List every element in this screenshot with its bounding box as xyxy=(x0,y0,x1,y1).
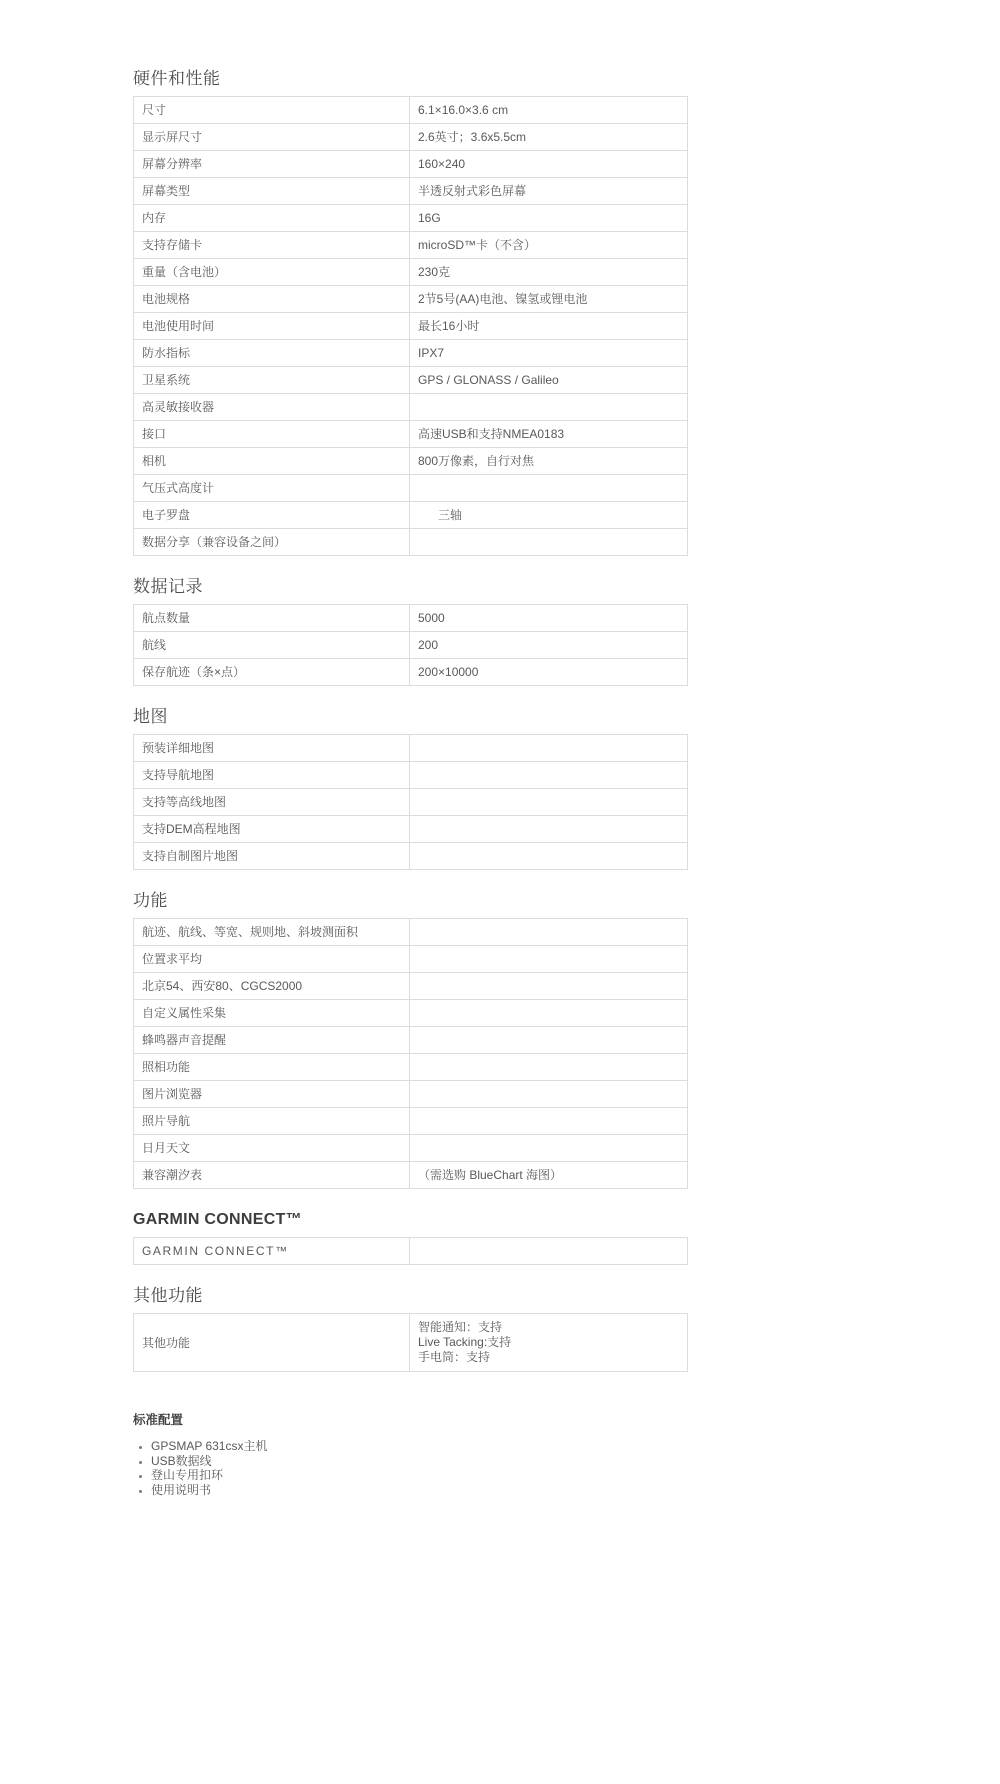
spec-table-hardware xyxy=(133,96,688,556)
spec-label: 显示屏尺寸 xyxy=(134,124,410,151)
spec-label: 兼容潮汐表 xyxy=(134,1162,410,1189)
spec-value: 5000 xyxy=(410,605,688,632)
spec-value xyxy=(410,1135,688,1162)
spec-value: 16G xyxy=(410,205,688,232)
spec-value xyxy=(410,789,688,816)
section-title-hardware: 硬件和性能 xyxy=(133,69,221,88)
spec-value-line: Live Tacking:支持 xyxy=(418,1335,512,1349)
spec-row xyxy=(134,973,688,1000)
spec-content xyxy=(133,70,688,1372)
spec-label: 预装详细地图 xyxy=(134,735,410,762)
spec-row xyxy=(134,394,688,421)
spec-label: 日月天文 xyxy=(134,1135,410,1162)
spec-row xyxy=(134,1314,688,1372)
spec-value: 160×240 xyxy=(410,151,688,178)
spec-label: 位置求平均 xyxy=(134,946,410,973)
spec-value xyxy=(410,946,688,973)
spec-label: 相机 xyxy=(134,448,410,475)
spec-row xyxy=(134,789,688,816)
spec-value: microSD™卡（不含） xyxy=(410,232,688,259)
spec-row xyxy=(134,1135,688,1162)
spec-label: 支持自制图片地图 xyxy=(134,843,410,870)
spec-label: 照相功能 xyxy=(134,1054,410,1081)
spec-row xyxy=(134,1238,688,1265)
spec-value: （需选购 BlueChart 海图） xyxy=(410,1162,688,1189)
spec-value: 6.1×16.0×3.6 cm xyxy=(410,97,688,124)
spec-label: 内存 xyxy=(134,205,410,232)
spec-label: 蜂鸣器声音提醒 xyxy=(134,1027,410,1054)
spec-row xyxy=(134,605,688,632)
spec-table-features xyxy=(133,918,688,1189)
spec-value: 2.6英寸；3.6x5.5cm xyxy=(410,124,688,151)
spec-label: 屏幕类型 xyxy=(134,178,410,205)
spec-row xyxy=(134,1108,688,1135)
standard-package-section xyxy=(133,1410,688,1497)
spec-value xyxy=(410,1081,688,1108)
spec-row xyxy=(134,946,688,973)
spec-value xyxy=(410,1000,688,1027)
spec-row xyxy=(134,816,688,843)
spec-value xyxy=(410,1314,688,1372)
spec-row xyxy=(134,659,688,686)
spec-label: 支持存储卡 xyxy=(134,232,410,259)
spec-label: 电子罗盘 xyxy=(134,502,410,529)
spec-value xyxy=(410,816,688,843)
spec-row xyxy=(134,151,688,178)
spec-row xyxy=(134,1027,688,1054)
spec-label: 支持DEM高程地图 xyxy=(134,816,410,843)
spec-value xyxy=(410,762,688,789)
standard-package-title: 标准配置 xyxy=(133,1413,184,1427)
spec-label: 其他功能 xyxy=(134,1314,410,1372)
spec-value xyxy=(410,1108,688,1135)
spec-row xyxy=(134,843,688,870)
spec-row xyxy=(134,502,688,529)
spec-row xyxy=(134,529,688,556)
spec-row xyxy=(134,97,688,124)
spec-table-other-features xyxy=(133,1313,688,1372)
spec-value: 230克 xyxy=(410,259,688,286)
spec-row xyxy=(134,1054,688,1081)
spec-value xyxy=(410,394,688,421)
spec-row xyxy=(134,762,688,789)
spec-value xyxy=(410,1027,688,1054)
spec-label: 数据分享（兼容设备之间） xyxy=(134,529,410,556)
spec-value: GPS / GLONASS / Galileo xyxy=(410,367,688,394)
spec-label: 支持导航地图 xyxy=(134,762,410,789)
spec-row xyxy=(134,232,688,259)
spec-row xyxy=(134,205,688,232)
spec-label: 防水指标 xyxy=(134,340,410,367)
section-title-garmin-connect: GARMIN CONNECT™ xyxy=(133,1211,302,1228)
spec-value: IPX7 xyxy=(410,340,688,367)
spec-label: 尺寸 xyxy=(134,97,410,124)
package-item: • 使用说明书 xyxy=(151,1483,688,1498)
spec-label: 高灵敏接收器 xyxy=(134,394,410,421)
spec-label: 气压式高度计 xyxy=(134,475,410,502)
spec-label: 航线 xyxy=(134,632,410,659)
spec-value: 半透反射式彩色屏幕 xyxy=(410,178,688,205)
spec-row xyxy=(134,259,688,286)
spec-label: 保存航迹（条×点） xyxy=(134,659,410,686)
spec-label: 电池规格 xyxy=(134,286,410,313)
spec-row xyxy=(134,1081,688,1108)
spec-label: 图片浏览器 xyxy=(134,1081,410,1108)
spec-value-line: 手电筒：支持 xyxy=(418,1350,491,1364)
spec-value: 三轴 xyxy=(410,502,688,529)
spec-label: 重量（含电池） xyxy=(134,259,410,286)
package-item: • GPSMAP 631csx主机 xyxy=(151,1439,688,1454)
spec-value xyxy=(410,475,688,502)
spec-label: 自定义属性采集 xyxy=(134,1000,410,1027)
spec-row xyxy=(134,340,688,367)
spec-label: 照片导航 xyxy=(134,1108,410,1135)
spec-value xyxy=(410,919,688,946)
spec-label: 卫星系统 xyxy=(134,367,410,394)
spec-row xyxy=(134,124,688,151)
spec-row xyxy=(134,735,688,762)
spec-row xyxy=(134,178,688,205)
spec-table-maps xyxy=(133,734,688,870)
spec-row xyxy=(134,286,688,313)
spec-row xyxy=(134,421,688,448)
spec-row xyxy=(134,632,688,659)
spec-label: 屏幕分辨率 xyxy=(134,151,410,178)
spec-label: 支持等高线地图 xyxy=(134,789,410,816)
spec-value: 2节5号(AA)电池、镍氢或锂电池 xyxy=(410,286,688,313)
standard-package-list xyxy=(133,1439,688,1497)
section-title-features: 功能 xyxy=(133,891,168,910)
section-title-other-features: 其他功能 xyxy=(133,1286,203,1305)
spec-row xyxy=(134,475,688,502)
spec-row xyxy=(134,313,688,340)
spec-table-garmin-connect xyxy=(133,1237,688,1265)
spec-value xyxy=(410,735,688,762)
section-title-data-recording: 数据记录 xyxy=(133,577,203,596)
package-item: • USB数据线 xyxy=(151,1454,688,1469)
spec-label: 接口 xyxy=(134,421,410,448)
spec-value xyxy=(410,1238,688,1265)
spec-value xyxy=(410,529,688,556)
spec-value: 800万像素，自行对焦 xyxy=(410,448,688,475)
spec-value: 200 xyxy=(410,632,688,659)
spec-value-line: 智能通知：支持 xyxy=(418,1320,503,1334)
spec-value: 高速USB和支持NMEA0183 xyxy=(410,421,688,448)
package-item: • 登山专用扣环 xyxy=(151,1468,688,1483)
spec-label: 航点数量 xyxy=(134,605,410,632)
spec-row xyxy=(134,448,688,475)
spec-row xyxy=(134,919,688,946)
spec-label: GARMIN CONNECT™ xyxy=(134,1238,410,1265)
section-title-maps: 地图 xyxy=(133,707,168,726)
spec-value xyxy=(410,1054,688,1081)
spec-value: 200×10000 xyxy=(410,659,688,686)
spec-value: 最长16小时 xyxy=(410,313,688,340)
spec-value xyxy=(410,843,688,870)
spec-row xyxy=(134,1162,688,1189)
spec-label: 航迹、航线、等宽、规则地、斜坡测面积 xyxy=(134,919,410,946)
spec-row xyxy=(134,1000,688,1027)
spec-value xyxy=(410,973,688,1000)
spec-table-data-recording xyxy=(133,604,688,686)
spec-label: 北京54、西安80、CGCS2000 xyxy=(134,973,410,1000)
spec-row xyxy=(134,367,688,394)
spec-label: 电池使用时间 xyxy=(134,313,410,340)
